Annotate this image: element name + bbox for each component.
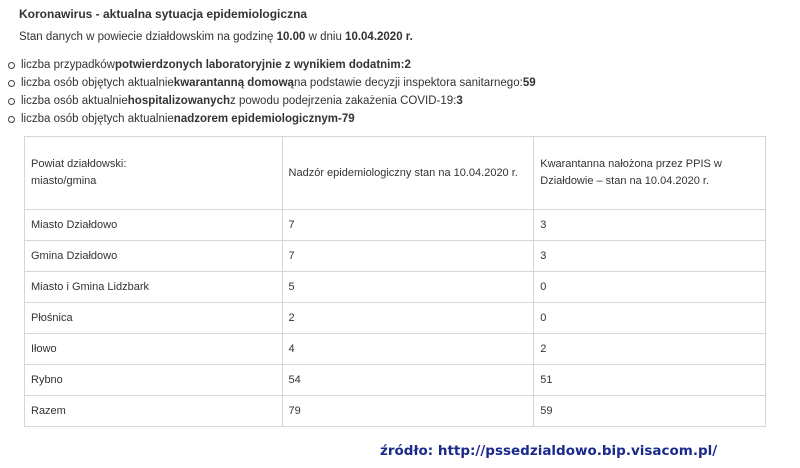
list-item-confirmed xyxy=(8,56,536,74)
list-item-supervision xyxy=(8,110,536,128)
cell-name: Gmina Działdowo xyxy=(25,241,283,272)
item-bold: potwierdzonych laboratoryjnie z wynikiem dodatnim xyxy=(114,59,401,71)
district-table xyxy=(24,136,766,427)
item-bold: kwarantanną domową xyxy=(173,77,294,89)
list-item-quarantine xyxy=(8,74,536,92)
status-middle: w dniu xyxy=(305,31,346,43)
source-caption xyxy=(380,443,717,459)
item-value: 59 xyxy=(522,77,536,89)
header-supervision: Nadzór epidemiologiczny stan na 10.04.2020 r. xyxy=(282,137,534,210)
header-quarantine: Kwarantanna nałożona przez PPIS w Działdowie – stan na 10.04.2020 r. xyxy=(534,137,766,210)
cell-quarantine: 0 xyxy=(534,303,766,334)
item-value: 2 xyxy=(404,59,411,71)
data-status-line xyxy=(19,31,413,43)
table-row xyxy=(25,241,766,272)
cell-supervision: 79 xyxy=(282,396,534,427)
table-row xyxy=(25,334,766,365)
cell-quarantine: 2 xyxy=(534,334,766,365)
cell-quarantine: 59 xyxy=(534,396,766,427)
item-text: liczba osób objętych aktualnie xyxy=(21,77,174,89)
item-post: - xyxy=(338,113,342,125)
item-post: z powodu podejrzenia zakażenia COVID-19: xyxy=(230,95,457,107)
bullet-icon xyxy=(8,116,15,123)
cell-name: Miasto i Gmina Lidzbark xyxy=(25,272,283,303)
source-url: http://pssedzialdowo.bip.visacom.pl/ xyxy=(437,443,718,459)
bullet-icon xyxy=(8,62,15,69)
table-header-row xyxy=(25,137,766,210)
cell-name: Płośnica xyxy=(25,303,283,334)
table-row-total xyxy=(25,396,766,427)
source-label: źródło: xyxy=(380,443,438,459)
item-text: liczba przypadków xyxy=(21,59,115,71)
cell-quarantine: 3 xyxy=(534,210,766,241)
item-value: 3 xyxy=(456,95,463,107)
cell-name: Rybno xyxy=(25,365,283,396)
cell-name: Miasto Działdowo xyxy=(25,210,283,241)
list-item-hospitalized xyxy=(8,92,536,110)
cell-supervision: 4 xyxy=(282,334,534,365)
table-row xyxy=(25,365,766,396)
statistics-list xyxy=(8,56,536,128)
cell-quarantine: 3 xyxy=(534,241,766,272)
cell-name: Razem xyxy=(25,396,283,427)
page-title: Koronawirus - aktualna sytuacja epidemiologiczna xyxy=(19,7,308,21)
header-municipality: Powiat działdowski: miasto/gmina xyxy=(25,137,283,210)
table-row xyxy=(25,272,766,303)
item-bold: nadzorem epidemiologicznym xyxy=(173,113,339,125)
cell-quarantine: 0 xyxy=(534,272,766,303)
item-text: liczba osób objętych aktualnie xyxy=(21,113,174,125)
cell-supervision: 2 xyxy=(282,303,534,334)
cell-name: Iłowo xyxy=(25,334,283,365)
cell-supervision: 7 xyxy=(282,241,534,272)
bullet-icon xyxy=(8,98,15,105)
cell-supervision: 7 xyxy=(282,210,534,241)
status-prefix: Stan danych w powiecie działdowskim na godzinę xyxy=(19,31,277,43)
item-post: na podstawie decyzji inspektora sanitarnego: xyxy=(293,77,523,89)
item-bold: hospitalizowanych xyxy=(127,95,231,107)
status-time: 10.00 xyxy=(276,31,306,43)
item-post: : xyxy=(400,59,405,71)
cell-supervision: 5 xyxy=(282,272,534,303)
item-text: liczba osób aktualnie xyxy=(21,95,128,107)
cell-quarantine: 51 xyxy=(534,365,766,396)
bullet-icon xyxy=(8,80,15,87)
cell-supervision: 54 xyxy=(282,365,534,396)
table-row xyxy=(25,210,766,241)
table-row xyxy=(25,303,766,334)
status-date: 10.04.2020 r. xyxy=(345,31,413,43)
item-value: 79 xyxy=(341,113,355,125)
